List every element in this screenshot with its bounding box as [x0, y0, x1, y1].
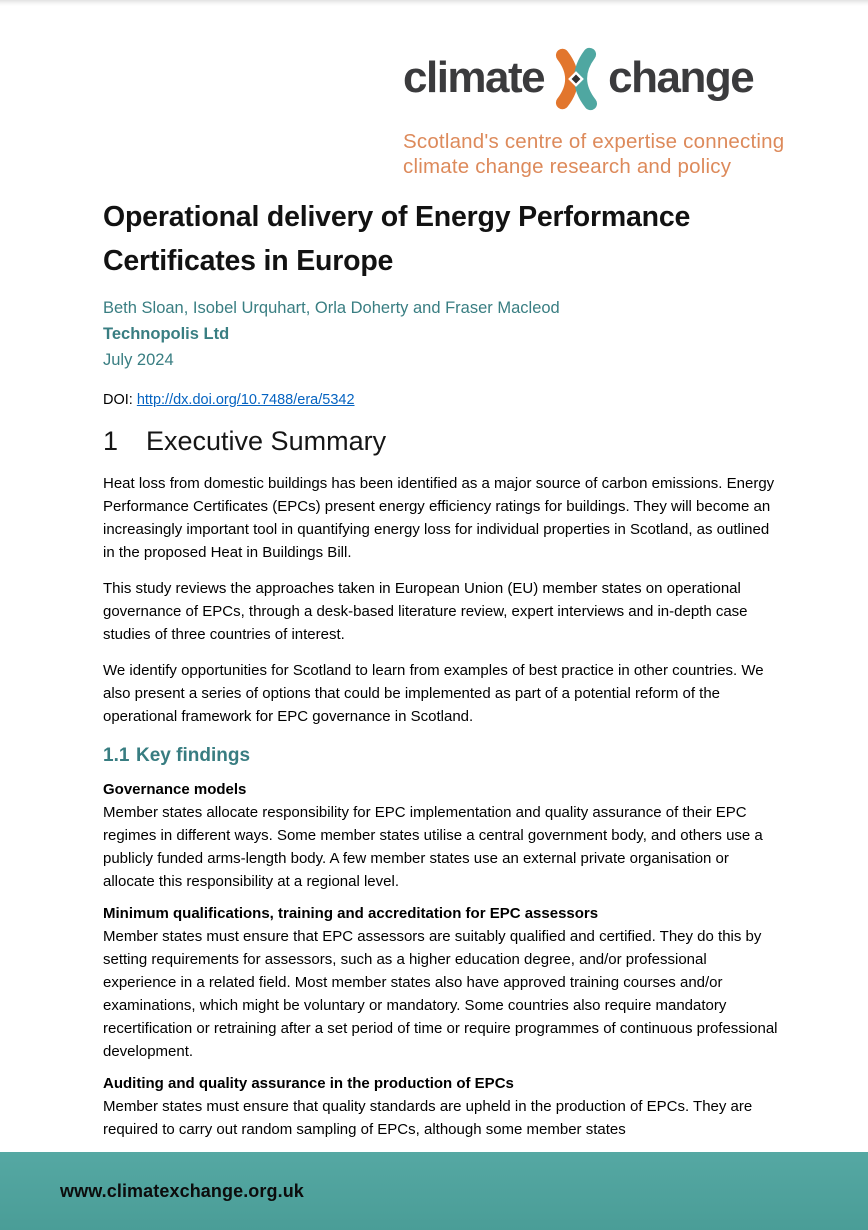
- document-title: Operational delivery of Energy Performance Certificates in Europe: [103, 201, 691, 277]
- footer-band: [0, 1152, 868, 1230]
- page-top-edge: [0, 0, 868, 6]
- finding-body: Member states must ensure that quality standards are upheld in the production of EPCs. They are required to carry out random sampling of EPCs, although some member states: [103, 1098, 753, 1138]
- paragraph: This study reviews the approaches taken in European Union (EU) member states on operational governance of EPCs, through a desk-based literature review, expert interviews and in-depth case studies of three countries of interest.: [103, 580, 748, 643]
- climatexchange-logo: [403, 42, 803, 114]
- finding-qualifications: [103, 902, 781, 1063]
- logo-tagline: [403, 129, 803, 179]
- heading-executive-summary: [103, 423, 793, 459]
- finding-heading: Auditing and quality assurance in the production of EPCs: [103, 1075, 514, 1092]
- finding-body: Member states must ensure that EPC assessors are suitably qualified and certified. They do this by setting requirements for assessors, such as a higher education degree, and/or professional experience in a related field. Most member states also have approved training courses and/or examinations, which might be voluntary or mandatory. Some countries also require mandatory recertification or retraining after a set period of time or require programmes of continuous professional development.: [103, 928, 778, 1060]
- subheading-number: 1.1: [103, 745, 130, 766]
- paragraph: We identify opportunities for Scotland to learn from examples of best practice in other countries. We also present a series of options that could be implemented as part of a potential reform of the operational framework for EPC governance in Scotland.: [103, 662, 764, 725]
- publication-date: July 2024: [103, 351, 174, 369]
- byline: [103, 295, 793, 373]
- logo-tagline-line1: Scotland's centre of expertise connecting: [403, 130, 785, 153]
- logo-tagline-line2: climate change research and policy: [403, 155, 732, 178]
- organisation: Technopolis Ltd: [103, 325, 230, 343]
- paragraph: Heat loss from domestic buildings has been identified as a major source of carbon emissions. Energy Performance Certificates (EPCs) present energy efficiency ratings for buildings. They will become an increasingly important tool in quantifying energy loss for individual properties in Scotland, as outlined in the proposed Heat in Buildings Bill.: [103, 475, 775, 561]
- climatexchange-x-icon: [547, 47, 605, 119]
- logo-word-change: change: [608, 53, 754, 102]
- heading-text: Executive Summary: [146, 426, 387, 456]
- footer-website-link[interactable]: www.climatexchange.org.uk: [60, 1180, 304, 1201]
- doi-link[interactable]: http://dx.doi.org/10.7488/era/5342: [136, 392, 355, 408]
- finding-heading: Minimum qualifications, training and accreditation for EPC assessors: [103, 905, 599, 922]
- doi-label: DOI:: [103, 392, 133, 408]
- finding-heading: Governance models: [103, 781, 247, 798]
- doi-line: [103, 392, 793, 408]
- finding-auditing: [103, 1072, 781, 1141]
- subheading-text: Key findings: [136, 745, 251, 766]
- logo-word-climate: climate: [403, 53, 545, 102]
- authors: Beth Sloan, Isobel Urquhart, Orla Doherty and Fraser Macleod: [103, 299, 560, 317]
- heading-number: 1: [103, 426, 119, 456]
- document-content: [103, 195, 793, 1141]
- finding-body: Member states allocate responsibility for EPC implementation and quality assurance of their EPC regimes in different ways. Some member states utilise a central government body, and others use a publicly funded arms-length body. A few member states use an external private organisation or allocate this responsibility at a regional level.: [103, 804, 763, 890]
- header: [403, 42, 803, 179]
- finding-governance-models: [103, 778, 781, 893]
- heading-key-findings: [103, 743, 793, 769]
